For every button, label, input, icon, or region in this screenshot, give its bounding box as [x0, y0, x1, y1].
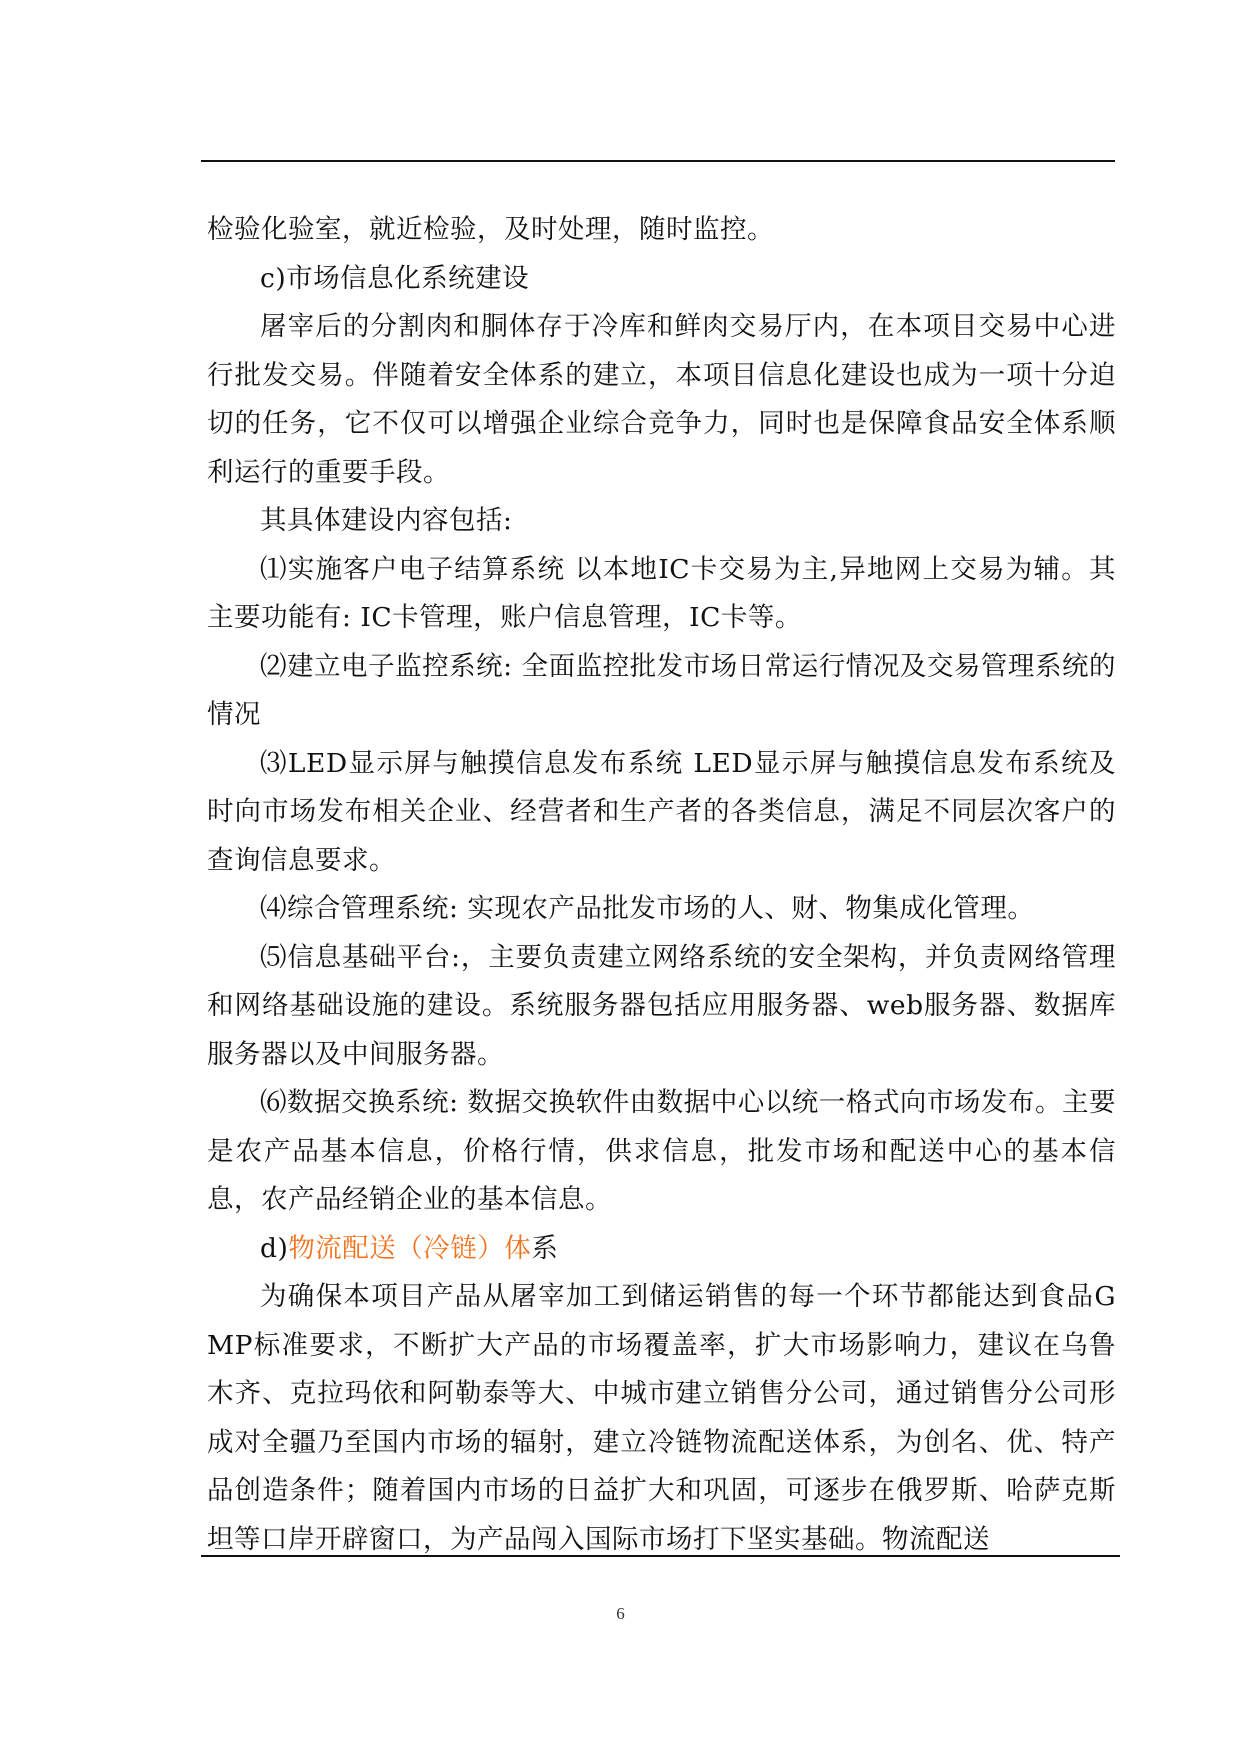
header-rule — [201, 160, 1115, 162]
heading-d-highlight: 物流配送（冷链）体 — [288, 1232, 532, 1264]
paragraph: 其具体建设内容包括: — [260, 505, 513, 536]
paragraph: 屠宰后的分割肉和胴体存于冷库和鲜肉交易厅内，在本项目交易中心进行批发交易。伴随着安全体系的建立，本项目信息化建设也成为一项十分迫切的任务，它不仅可以增强企业综合竞争力，同时也是保障食品安全体系顺利运行的重要手段。 — [207, 311, 1116, 488]
document-body — [207, 206, 1116, 1564]
list-item: ⑹数据交换系统: 数据交换软件由数据中心以统一格式向市场发布。主要是农产品基本信息，价格行情，供求信息，批发市场和配送中心的基本信息，农产品经销企业的基本信息。 — [207, 1087, 1116, 1215]
list-item: ⑸信息基础平台:，主要负责建立网络系统的安全架构，并负责网络管理和网络基础设施的建设。系统服务器包括应用服务器、web服务器、数据库服务器以及中间服务器。 — [207, 941, 1116, 1070]
list-item: ⑴实施客户电子结算系统 以本地IC卡交易为主,异地网上交易为辅。其主要功能有: IC卡管理，账户信息管理，IC卡等。 — [207, 553, 1116, 633]
section-heading-c: c)市场信息化系统建设 — [260, 262, 530, 294]
list-item: ⑷综合管理系统: 实现农产品批发市场的人、财、物集成化管理。 — [260, 893, 1035, 924]
footer-rule — [201, 1555, 1120, 1557]
paragraph: 检验化验室，就近检验，及时处理，随时监控。 — [207, 214, 774, 245]
paragraph: 为确保本项目产品从屠宰加工到储运销售的每一个环节都能达到食品GMP标准要求，不断扩大产品的市场覆盖率，扩大市场影响力，建议在乌鲁木齐、克拉玛依和阿勒泰等大、中城市建立销售分公司，通过销售分公司形成对全疆乃至国内市场的辐射，建立冷链物流配送体系，为创名、优、特产品创造条件；随着国内市场的日益扩大和巩固，可逐步在俄罗斯、哈萨克斯坦等口岸开辟窗口，为产品闯入国际市场打下坚实基础。物流配送 — [207, 1281, 1116, 1555]
heading-d-prefix: d) — [260, 1232, 289, 1264]
list-item: ⑶LED显示屏与触摸信息发布系统 LED显示屏与触摸信息发布系统及时向市场发布相关企业、经营者和生产者的各类信息，满足不同层次客户的查询信息要求。 — [207, 747, 1116, 876]
section-heading-d — [207, 1225, 1116, 1274]
page-number: 6 — [616, 1604, 625, 1623]
list-item: ⑵建立电子监控系统: 全面监控批发市场日常运行情况及交易管理系统的情况 — [207, 650, 1116, 730]
heading-d-suffix: 系 — [531, 1232, 559, 1264]
